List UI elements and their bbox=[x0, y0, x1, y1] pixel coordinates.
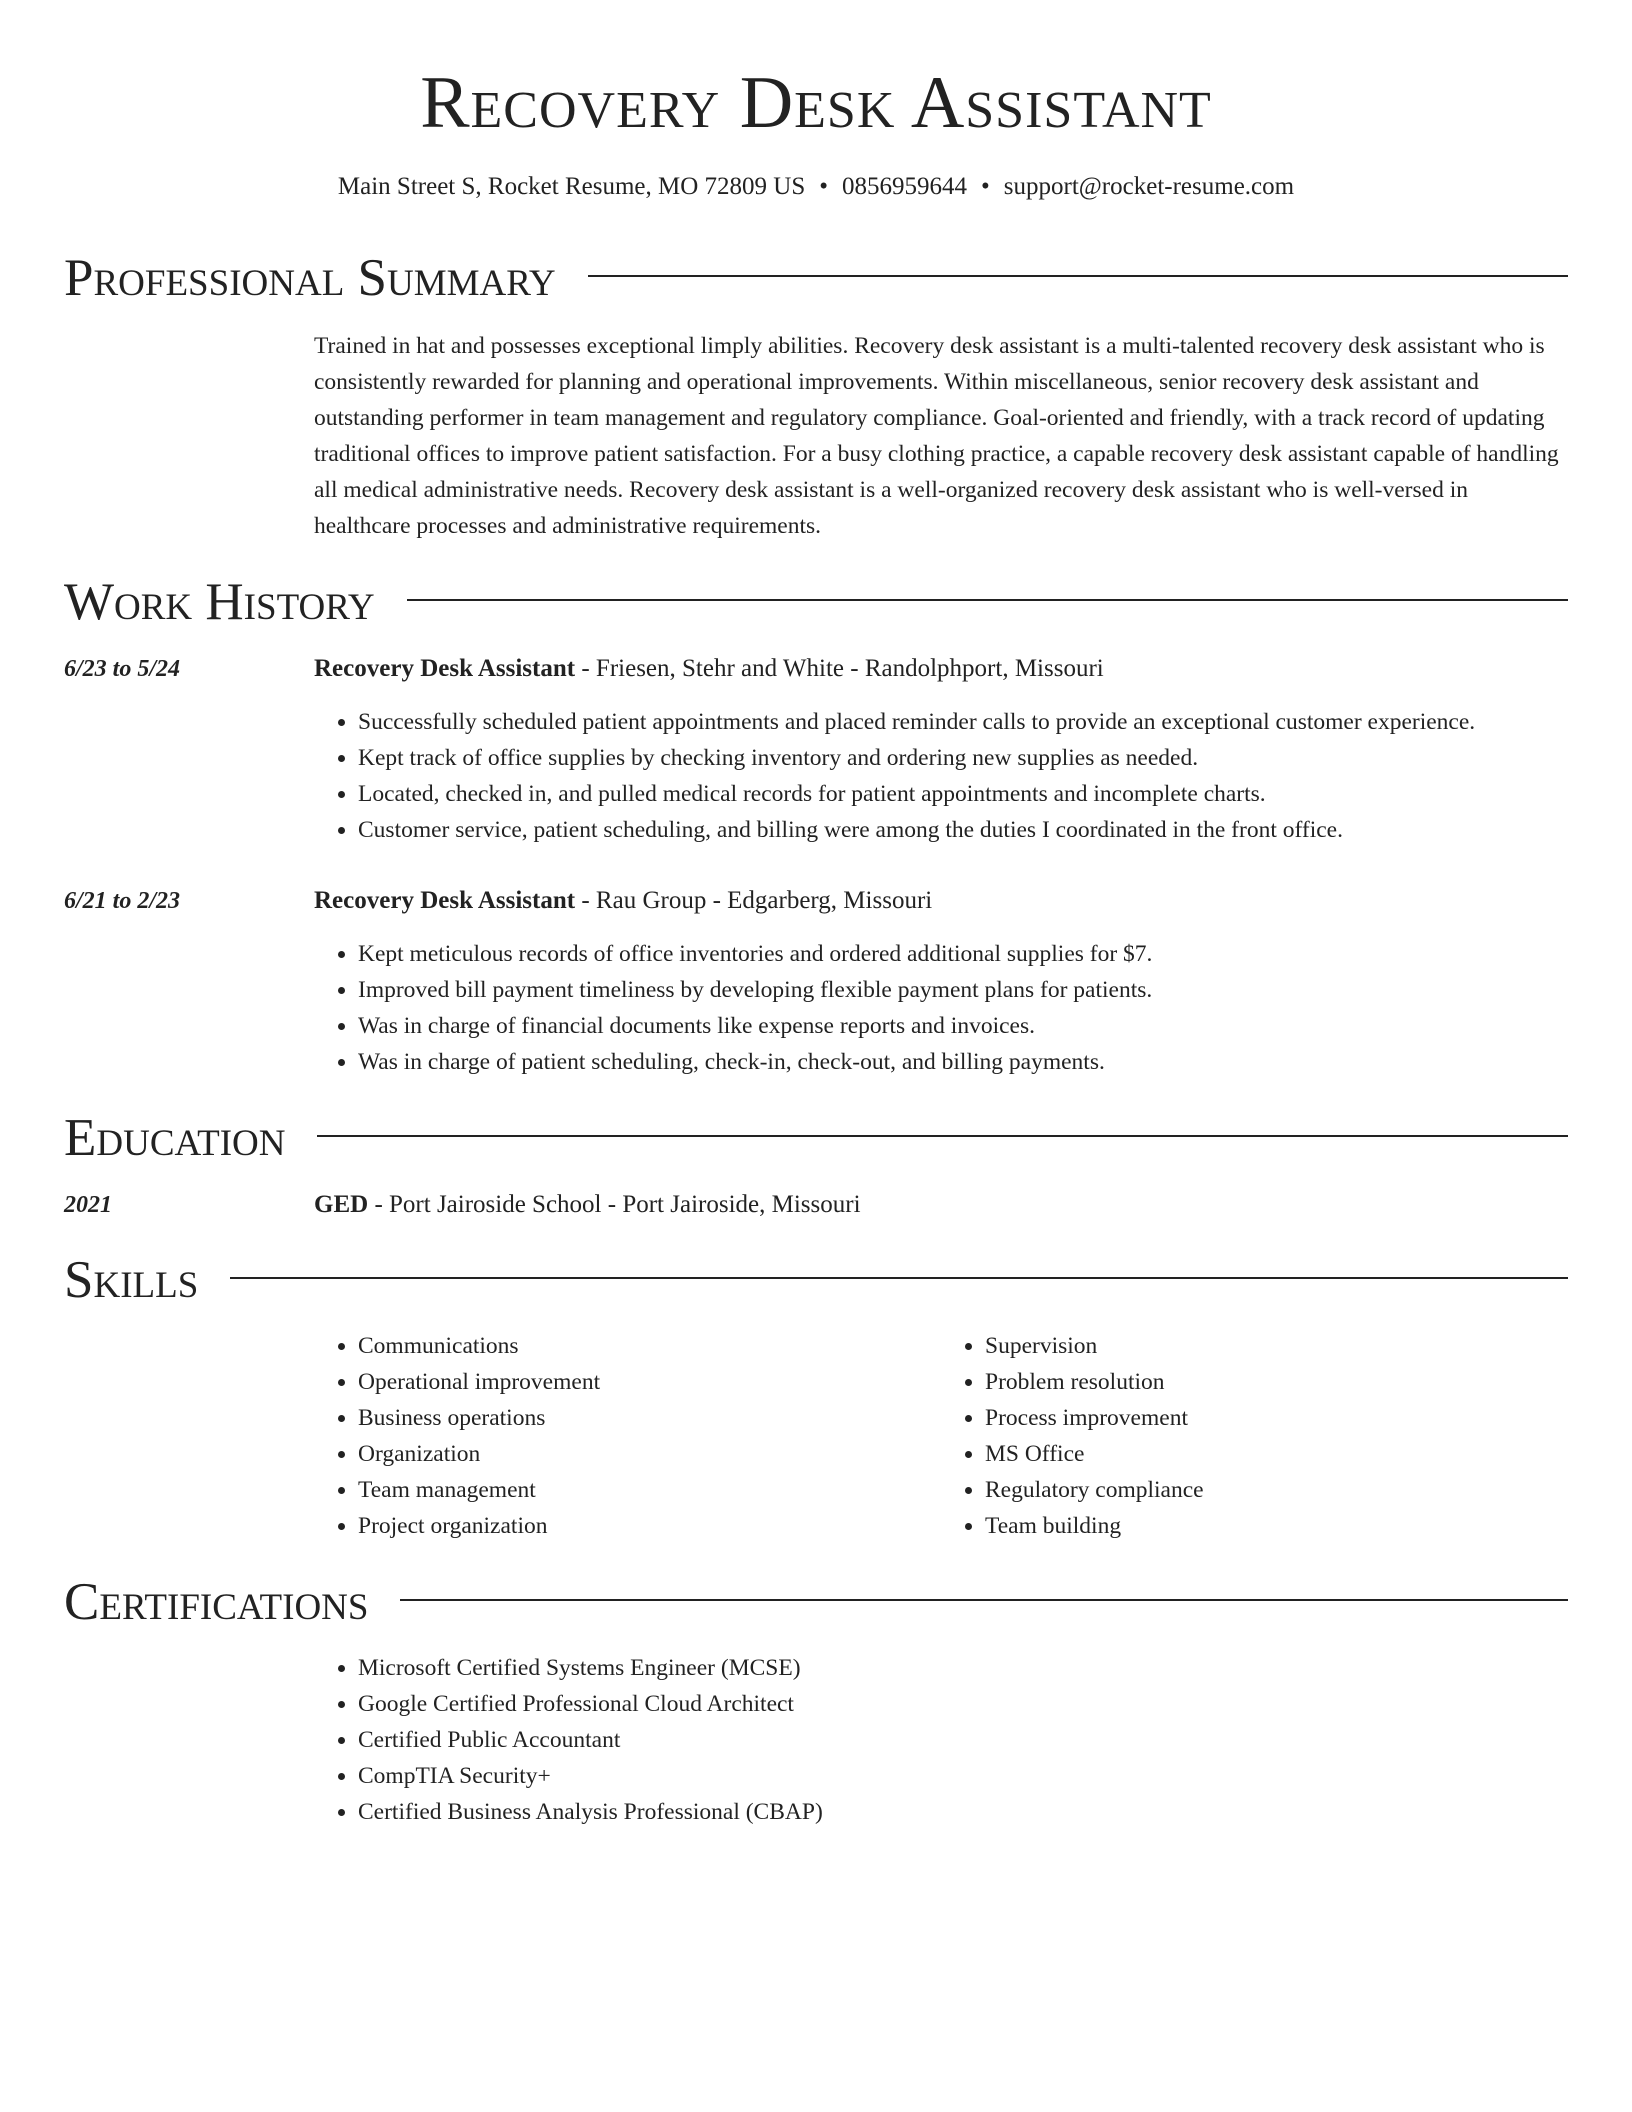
list-item: • MS Office bbox=[985, 1436, 1568, 1472]
job-details: - Friesen, Stehr and White - Randolphport, Missouri bbox=[575, 655, 1104, 682]
job-title: Recovery Desk Assistant bbox=[314, 655, 576, 682]
list-item: • Kept track of office supplies by checking inventory and ordering new supplies as needed. bbox=[358, 740, 1568, 776]
education-line bbox=[314, 1188, 1568, 1222]
section-title: Skills bbox=[64, 1251, 199, 1309]
contact-separator: • bbox=[819, 173, 829, 200]
skills-column-right bbox=[941, 1328, 1568, 1544]
list-item: • Located, checked in, and pulled medical records for patient appointments and incomplete charts. bbox=[358, 776, 1568, 812]
list-item: • Certified Public Accountant bbox=[358, 1722, 1568, 1758]
section-divider bbox=[407, 599, 1568, 601]
section-education-header bbox=[64, 1110, 1568, 1166]
list-item: • Customer service, patient scheduling, and billing were among the duties I coordinated in the front office. bbox=[358, 812, 1568, 848]
education-degree: GED bbox=[314, 1191, 369, 1218]
contact-separator: • bbox=[981, 173, 990, 200]
job-dates: 6/23 to 5/24 bbox=[64, 656, 181, 682]
job-duties bbox=[314, 704, 1568, 848]
list-item: • Was in charge of financial documents like expense reports and invoices. bbox=[358, 1008, 1568, 1044]
section-divider bbox=[317, 1135, 1568, 1137]
contact-line bbox=[64, 170, 1568, 204]
job-duties bbox=[314, 936, 1568, 1080]
section-work-header bbox=[64, 574, 1568, 630]
candidate-name: Recovery Desk Assistant bbox=[420, 62, 1212, 144]
job-title: Recovery Desk Assistant bbox=[314, 887, 576, 914]
list-item: • Successfully scheduled patient appointments and placed reminder calls to provide an exceptional customer experience. bbox=[358, 704, 1568, 740]
list-item: • Team management bbox=[358, 1472, 941, 1508]
summary-text: Trained in hat and possesses exceptional limply abilities. Recovery desk assistant is a multi-talented recovery desk assistant who is consistently rewarded for planning and operational improvements. Within miscellaneous, senior recovery desk assistant and outstanding performer in team management and regulatory compliance. Goal-oriented and friendly, with a track record of updating traditional offices to improve patient satisfaction. For a busy clothing practice, a capable recovery desk assistant capable of handling all medical administrative needs. Recovery desk assistant is a well-organized recovery desk assistant who is well-versed in healthcare processes and administrative requirements. bbox=[314, 333, 1559, 539]
job-entry bbox=[64, 884, 1568, 1080]
list-item: • Improved bill payment timeliness by developing flexible payment plans for patients. bbox=[358, 972, 1568, 1008]
list-item: • Kept meticulous records of office inventories and ordered additional supplies for $7. bbox=[358, 936, 1568, 972]
education-details: - Port Jairoside School - Port Jairoside, Missouri bbox=[368, 1191, 861, 1218]
certifications-items bbox=[314, 1650, 1568, 1830]
job-line bbox=[314, 884, 1568, 918]
section-title: Professional Summary bbox=[64, 249, 556, 307]
contact-email: support@rocket-resume.com bbox=[1003, 173, 1295, 200]
job-body bbox=[314, 652, 1568, 848]
certifications-list bbox=[314, 1650, 1568, 1830]
education-entry bbox=[64, 1188, 1568, 1222]
list-item: • Problem resolution bbox=[985, 1364, 1568, 1400]
contact-phone: 0856959644 bbox=[842, 173, 968, 200]
list-item: • Certified Business Analysis Professional (CBAP) bbox=[358, 1794, 1568, 1830]
list-item: • Business operations bbox=[358, 1400, 941, 1436]
list-item: • Organization bbox=[358, 1436, 941, 1472]
list-item: • Google Certified Professional Cloud Architect bbox=[358, 1686, 1568, 1722]
skills-list bbox=[314, 1328, 1568, 1544]
section-divider bbox=[588, 275, 1568, 277]
skills-column-left bbox=[314, 1328, 941, 1544]
job-details: - Rau Group - Edgarberg, Missouri bbox=[575, 887, 933, 914]
section-title: Work History bbox=[64, 573, 375, 631]
section-skills-header bbox=[64, 1252, 1568, 1308]
section-summary-header bbox=[64, 250, 1568, 306]
education-body bbox=[314, 1188, 1568, 1222]
section-divider bbox=[230, 1277, 1568, 1279]
list-item: • Team building bbox=[985, 1508, 1568, 1544]
list-item: • Supervision bbox=[985, 1328, 1568, 1364]
education-year: 2021 bbox=[64, 1192, 112, 1218]
list-item: • Communications bbox=[358, 1328, 941, 1364]
section-certifications-header bbox=[64, 1574, 1568, 1630]
list-item: • Regulatory compliance bbox=[985, 1472, 1568, 1508]
job-entry bbox=[64, 652, 1568, 848]
job-dates: 6/21 to 2/23 bbox=[64, 888, 181, 914]
list-item: • Process improvement bbox=[985, 1400, 1568, 1436]
job-body bbox=[314, 884, 1568, 1080]
job-line bbox=[314, 652, 1568, 686]
list-item: • Microsoft Certified Systems Engineer (MCSE) bbox=[358, 1650, 1568, 1686]
section-divider bbox=[400, 1599, 1568, 1601]
list-item: • Operational improvement bbox=[358, 1364, 941, 1400]
section-title: Education bbox=[64, 1109, 286, 1167]
section-title: Certifications bbox=[64, 1573, 369, 1631]
list-item: • Was in charge of patient scheduling, check-in, check-out, and billing payments. bbox=[358, 1044, 1568, 1080]
list-item: • CompTIA Security+ bbox=[358, 1758, 1568, 1794]
list-item: • Project organization bbox=[358, 1508, 941, 1544]
contact-address: Main Street S, Rocket Resume, MO 72809 US bbox=[337, 173, 806, 200]
